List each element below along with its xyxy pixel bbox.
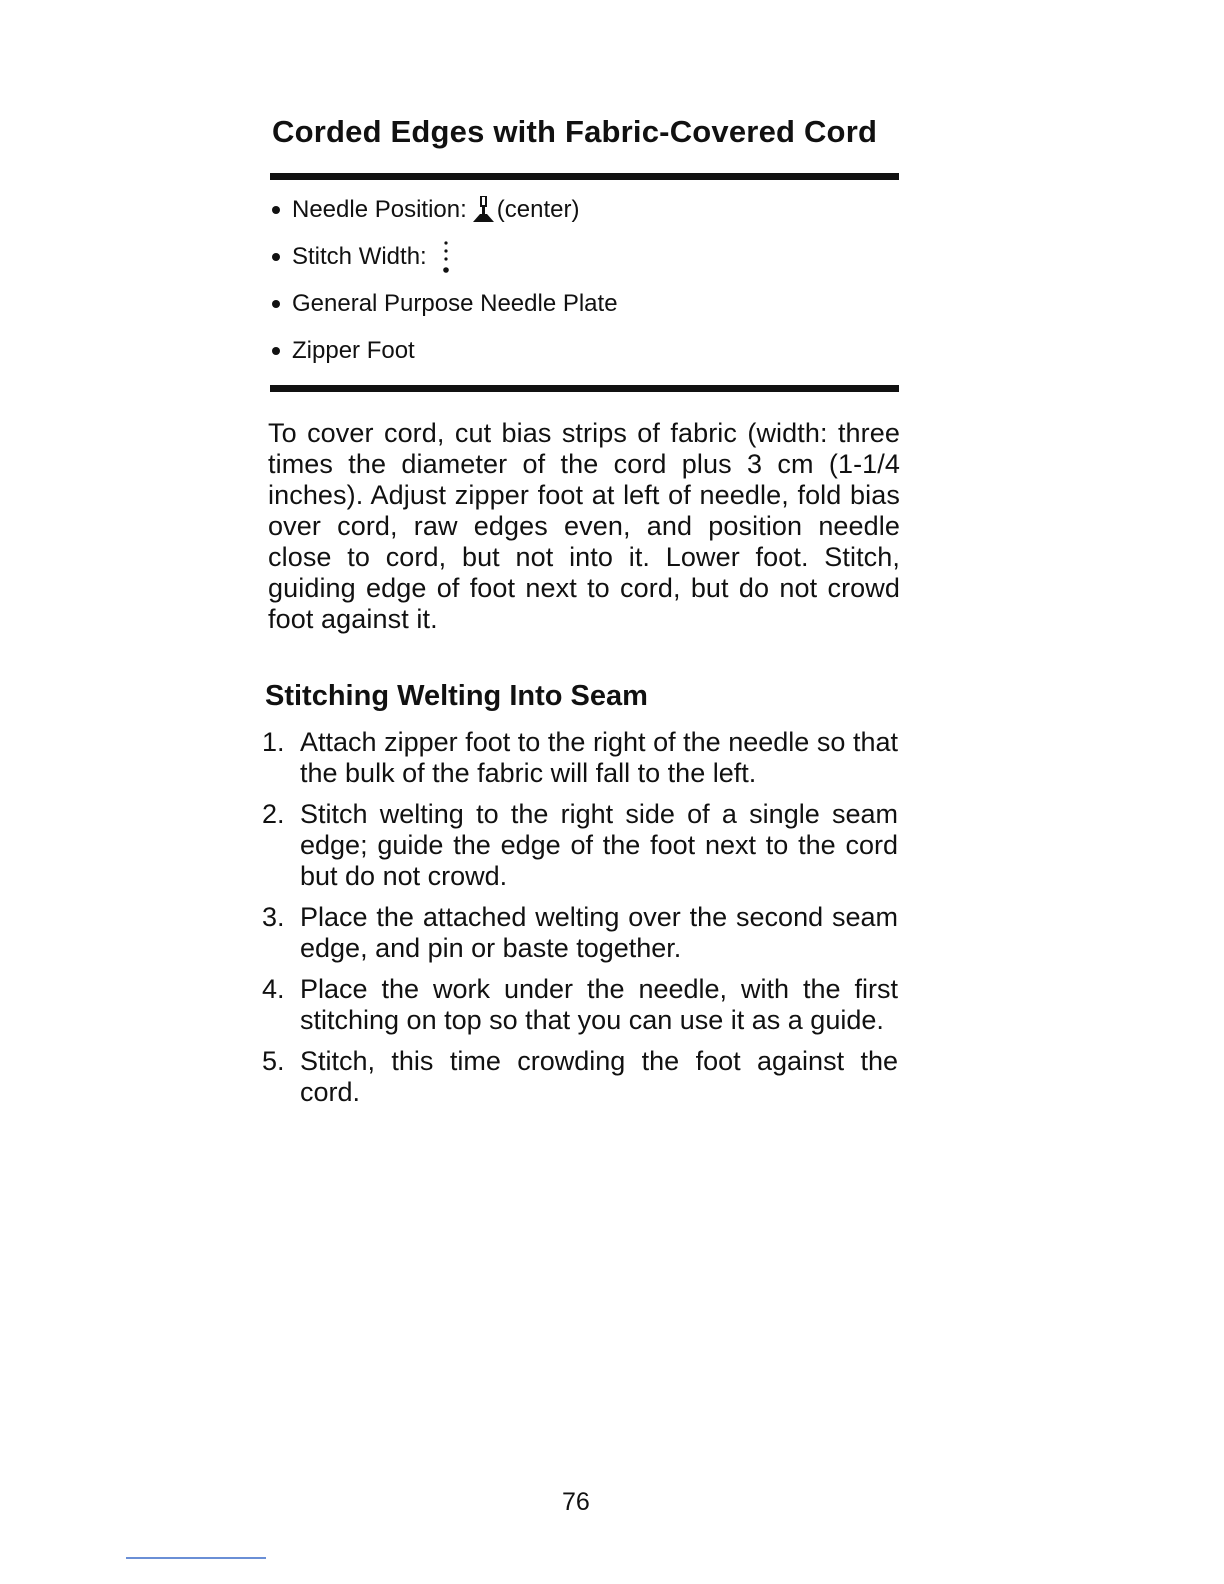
stitch-width-dots-icon (443, 240, 449, 274)
intro-paragraph: To cover cord, cut bias strips of fabric (width: three times the diameter of the cord plus 3 cm (1-1/4 inches). Adjust zipper foot at left of needle, fold bias over cord, raw edges even, and position needle close to cord, but not into it. Lower foot. Stitch, guiding edge of foot next to cord, but do not crowd foot against it. (268, 418, 900, 634)
stitch-width-label: Stitch Width: (292, 243, 427, 270)
list-item (262, 902, 898, 964)
spec-stitch-width (272, 240, 449, 274)
list-item (262, 974, 898, 1036)
spec-needle-position (272, 196, 579, 224)
list-item (262, 799, 898, 892)
needle-position-value: (center) (496, 196, 580, 223)
top-divider (270, 173, 899, 180)
page-title: Corded Edges with Fabric-Covered Cord (272, 114, 878, 149)
bullet-icon (272, 300, 280, 308)
bullet-icon (272, 347, 280, 355)
bottom-divider (270, 385, 899, 392)
list-item (262, 727, 898, 789)
step-text: Place the work under the needle, with the first stitching on top so that you can use it as a guide. (300, 974, 898, 1035)
list-item (262, 1046, 898, 1108)
step-text: Stitch welting to the right side of a single seam edge; guide the edge of the foot next to the cord but do not crowd. (300, 799, 898, 891)
section-title: Stitching Welting Into Seam (265, 680, 648, 712)
step-text: Place the attached welting over the second seam edge, and pin or baste together. (300, 902, 898, 963)
spec-foot (272, 337, 415, 365)
step-number: 2. (262, 799, 285, 829)
scan-edge-line (126, 1557, 266, 1559)
page-number: 76 (562, 1488, 590, 1516)
step-number: 3. (262, 902, 285, 932)
needle-position-label: Needle Position: (292, 196, 467, 223)
needle-center-icon (471, 196, 495, 224)
step-text: Attach zipper foot to the right of the needle so that the bulk of the fabric will fall to the left. (300, 727, 898, 788)
step-number: 5. (262, 1046, 285, 1076)
step-number: 4. (262, 974, 285, 1004)
needle-plate-label: General Purpose Needle Plate (292, 290, 618, 317)
steps-list (262, 727, 898, 1118)
spec-needle-plate (272, 290, 618, 318)
foot-label: Zipper Foot (292, 337, 415, 364)
bullet-icon (272, 206, 280, 214)
step-text: Stitch, this time crowding the foot against the cord. (300, 1046, 898, 1107)
bullet-icon (272, 253, 280, 261)
step-number: 1. (262, 727, 285, 757)
